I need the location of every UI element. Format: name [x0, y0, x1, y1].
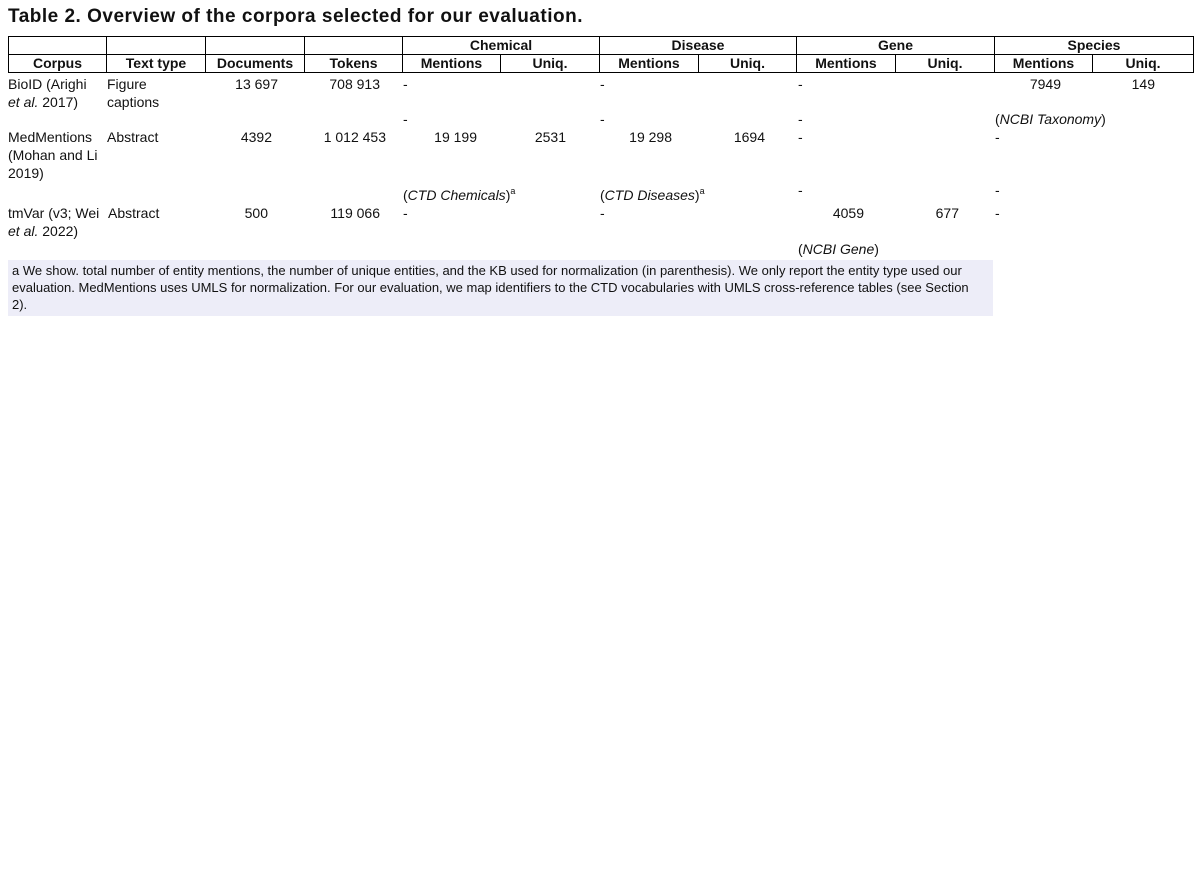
header-gene-uniq: Uniq.: [896, 55, 995, 73]
tmvar-text-type: Abstract: [108, 205, 160, 221]
tmvar-gene-mentions: 4059: [832, 205, 864, 221]
bioid-corpus: [8, 75, 87, 111]
medmentions-chemical-mentions: 19 199: [434, 129, 477, 145]
tmvar-corpus-year: 2022): [38, 223, 79, 239]
bioid-gene: -: [798, 76, 803, 92]
kb-gene-dash-2: -: [798, 182, 803, 198]
medmentions-species: -: [995, 129, 1000, 145]
header-disease-uniq: Uniq.: [699, 55, 797, 73]
tmvar-species: -: [995, 205, 1000, 221]
tmvar-tokens: 119 066: [330, 205, 380, 221]
kb-disease-name: CTD Diseases: [604, 187, 695, 203]
kb-species-label: [995, 110, 1106, 128]
header-documents: Documents: [206, 55, 305, 73]
bioid-species-mentions: 7949: [1029, 76, 1061, 92]
medmentions-corpus: [8, 128, 98, 182]
medmentions-corpus-line1: MedMentions: [8, 129, 93, 145]
open-paren: (: [995, 111, 1000, 127]
tmvar-documents: 500: [244, 205, 268, 221]
table-title: Table 2. Overview of the corpora selected for our evaluation.: [8, 6, 583, 27]
kb-chemical-label: [403, 186, 515, 204]
kb-disease-label: [600, 186, 705, 204]
table-footnote: a We show. total number of entity mentions, the number of unique entities, and the KB used for normalization (in parenthesis). We only report the entity type used our evaluation. MedMentions uses UMLS for normalization. For our evaluation, we map identifiers to the CTD vocabularies with UMLS cross-reference tables (see Section 2).: [8, 260, 993, 316]
header-chemical-mentions: Mentions: [403, 55, 501, 73]
tmvar-chemical: -: [403, 205, 408, 221]
tmvar-corpus-line1: tmVar (v3; Wei: [8, 205, 100, 221]
kb-gene-label: [798, 240, 879, 258]
header-disease: Disease: [600, 37, 797, 55]
medmentions-gene: -: [798, 129, 803, 145]
kb-species-name: NCBI Taxonomy: [999, 111, 1102, 127]
medmentions-documents: 4392: [240, 129, 272, 145]
open-paren: (: [403, 187, 408, 203]
header-gene-mentions: Mentions: [797, 55, 896, 73]
close-paren: ): [1101, 111, 1106, 127]
header-chemical-uniq: Uniq.: [501, 55, 600, 73]
bioid-corpus-line1: BioID (Arighi: [8, 76, 87, 92]
kb-disease-dash: -: [600, 111, 605, 127]
tmvar-gene-uniq: 677: [935, 205, 959, 221]
bioid-text-type: [107, 75, 159, 111]
header-text-type: Text type: [107, 55, 206, 73]
medmentions-corpus-line3: 2019): [8, 165, 44, 181]
header-corpus: Corpus: [9, 55, 107, 73]
footnote-marker: a: [699, 186, 705, 196]
header-species: Species: [995, 37, 1194, 55]
close-paren: ): [505, 187, 511, 203]
medmentions-text-type: Abstract: [107, 129, 159, 145]
header-disease-mentions: Mentions: [600, 55, 699, 73]
tmvar-corpus-etal: et al.: [8, 223, 39, 239]
header-chemical: Chemical: [403, 37, 600, 55]
tmvar-corpus: [8, 204, 99, 240]
bioid-species-uniq: 149: [1131, 76, 1155, 92]
kb-chemical-name: CTD Chemicals: [407, 187, 506, 203]
bioid-tokens: 708 913: [329, 76, 380, 92]
bioid-corpus-year: 2017): [38, 94, 79, 110]
open-paren: (: [798, 241, 803, 257]
close-paren: ): [694, 187, 700, 203]
header-gene: Gene: [797, 37, 995, 55]
bioid-corpus-etal: et al.: [8, 94, 39, 110]
bioid-disease: -: [600, 76, 605, 92]
close-paren: ): [874, 241, 879, 257]
header-species-uniq: Uniq.: [1093, 55, 1194, 73]
open-paren: (: [600, 187, 605, 203]
kb-species-dash: -: [995, 182, 1000, 198]
medmentions-disease-mentions: 19 298: [629, 129, 672, 145]
medmentions-tokens: 1 012 453: [323, 129, 386, 145]
header-species-mentions: Mentions: [995, 55, 1093, 73]
tmvar-disease: -: [600, 205, 605, 221]
medmentions-corpus-line2: (Mohan and Li: [8, 147, 98, 163]
header-tokens: Tokens: [305, 55, 403, 73]
kb-chemical-dash: -: [403, 111, 408, 127]
bioid-text-type-line1: Figure: [107, 76, 147, 92]
kb-gene-name: NCBI Gene: [802, 241, 875, 257]
bioid-text-type-line2: captions: [107, 94, 160, 110]
medmentions-disease-uniq: 1694: [733, 129, 765, 145]
kb-gene-dash: -: [798, 111, 803, 127]
footnote-marker: a: [510, 186, 516, 196]
bioid-chemical: -: [403, 76, 408, 92]
medmentions-chemical-uniq: 2531: [534, 129, 566, 145]
bioid-documents: 13 697: [235, 76, 278, 92]
